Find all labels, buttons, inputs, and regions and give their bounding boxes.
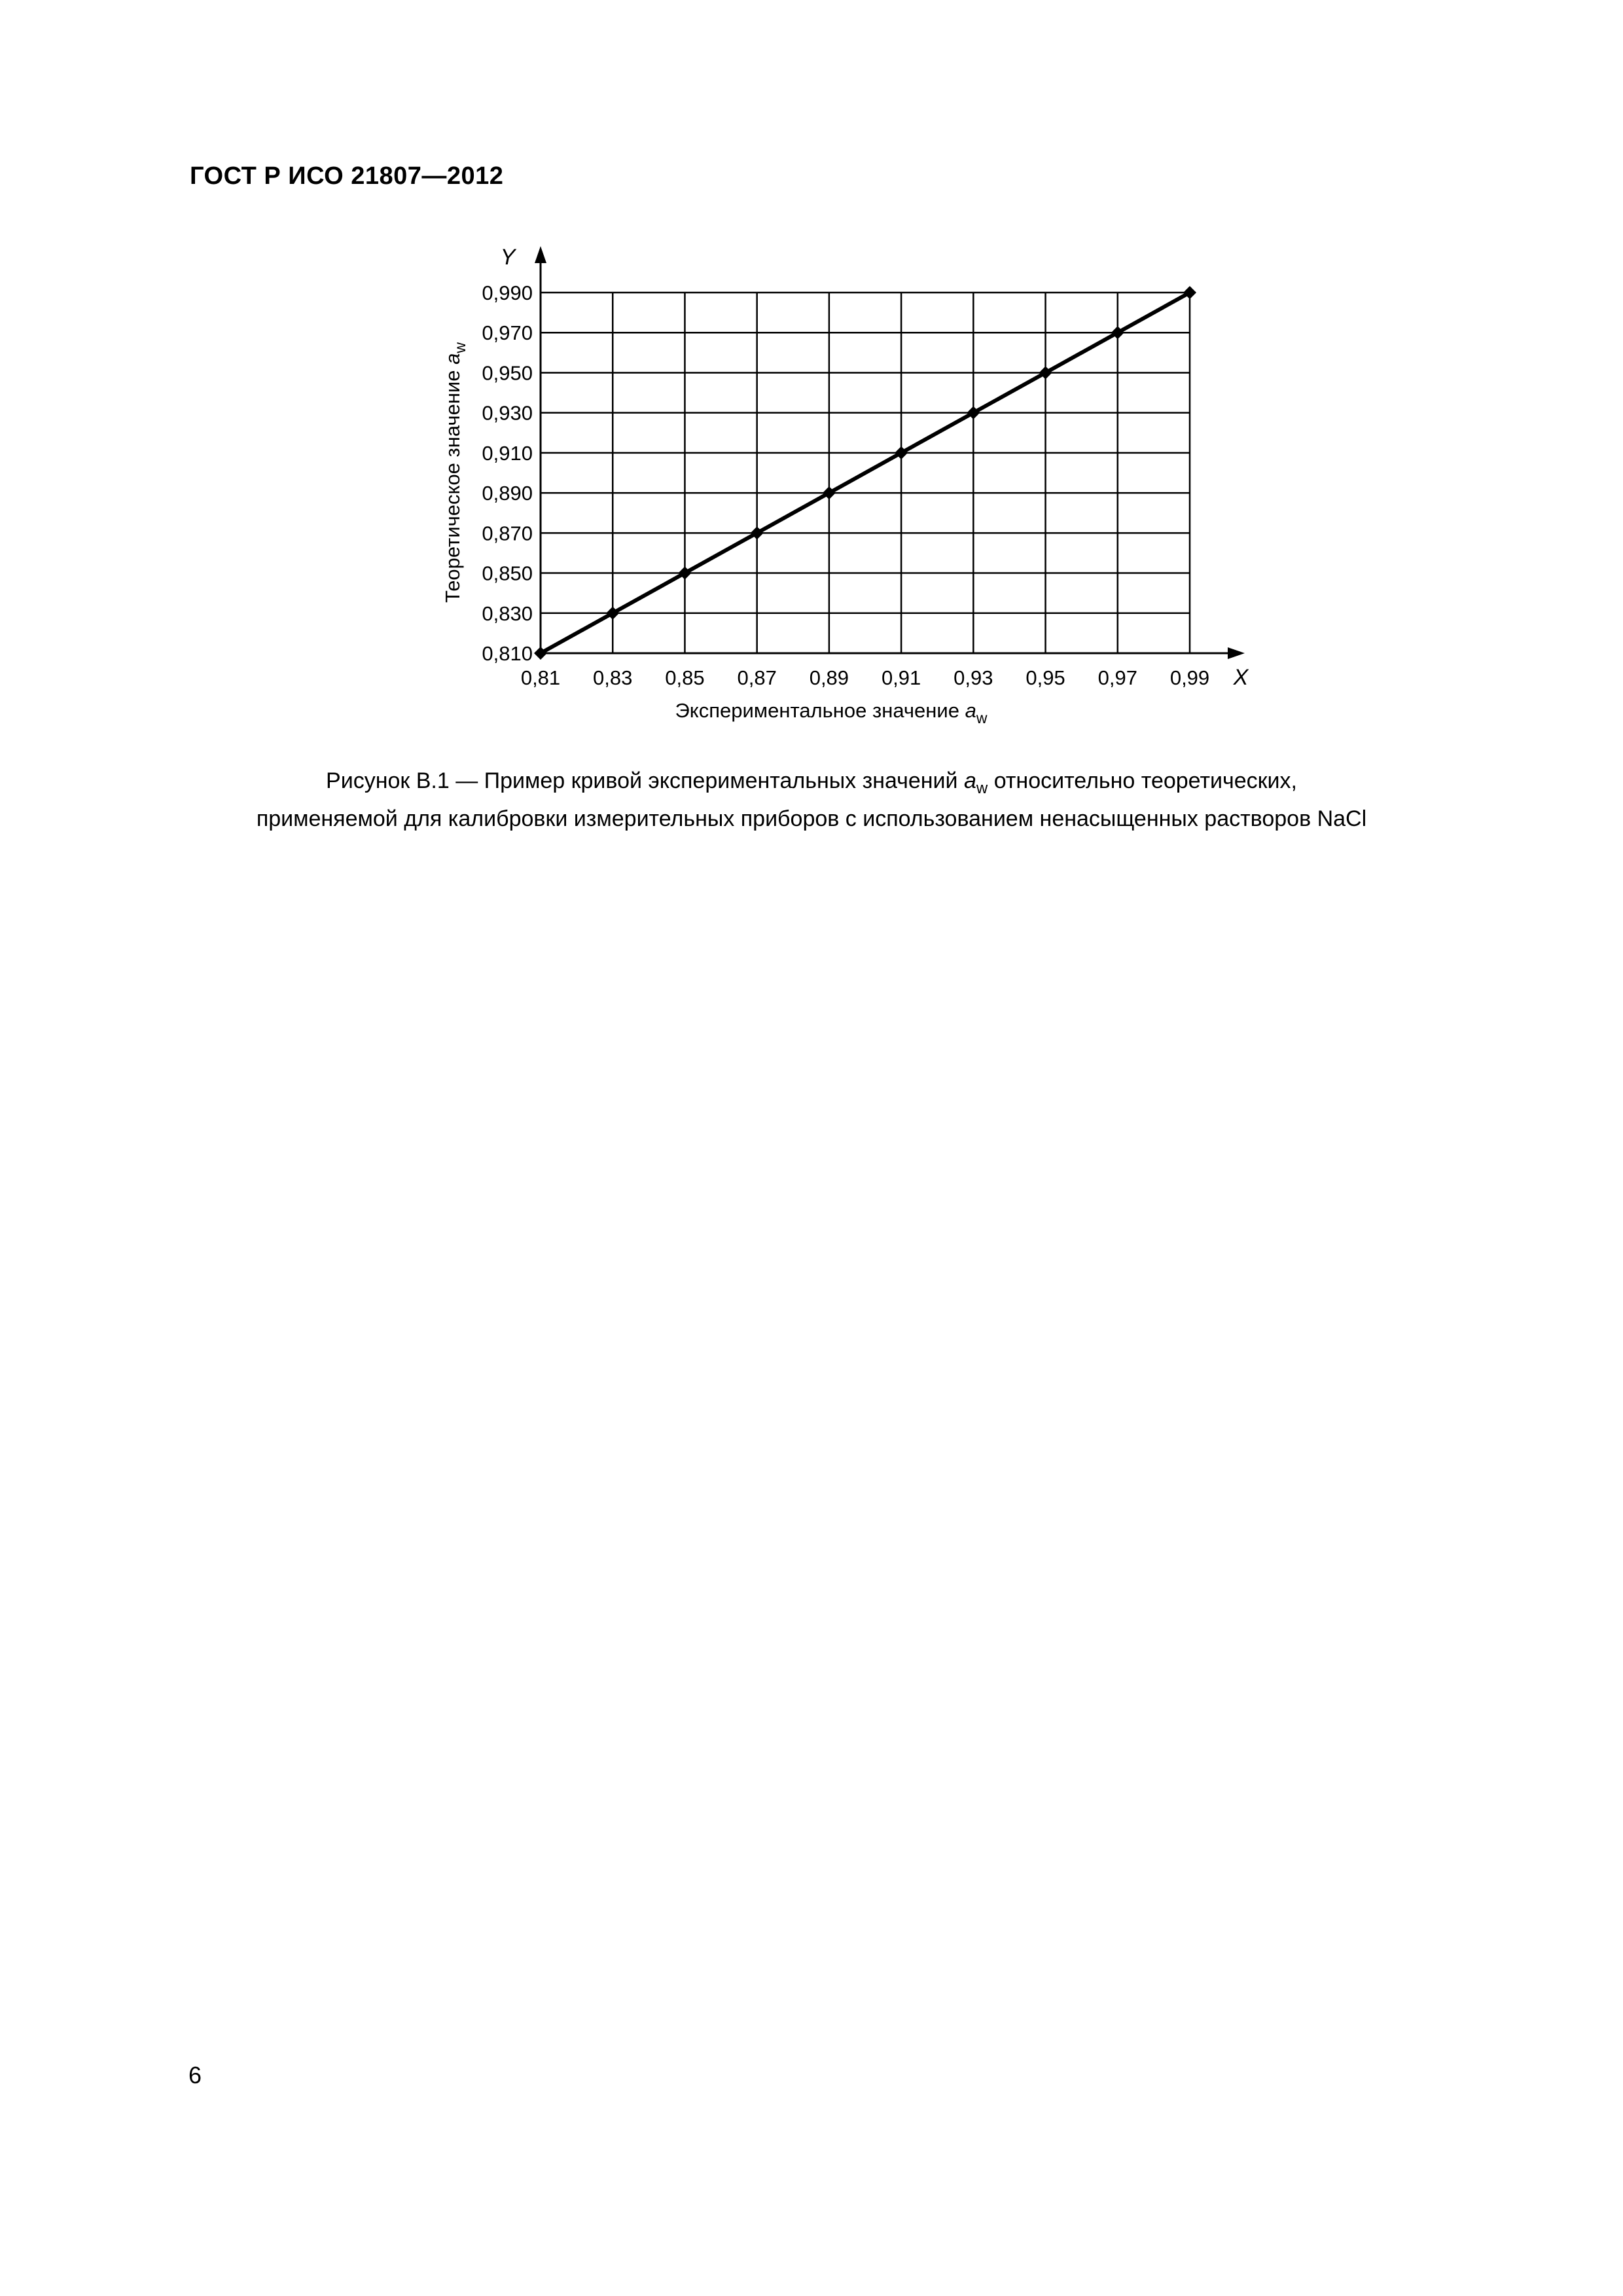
x-axis-letter: X — [1233, 665, 1249, 690]
page-number: 6 — [188, 2062, 202, 2089]
calibration-chart — [0, 0, 1623, 759]
x-tick-label: 0,99 — [1169, 666, 1210, 689]
x-tick-label: 0,93 — [954, 666, 993, 689]
x-tick-label: 0,89 — [809, 666, 849, 689]
chart-series — [534, 286, 1196, 660]
y-tick-label: 0,830 — [482, 601, 533, 625]
y-tick-label: 0,810 — [482, 642, 533, 665]
x-tick-label: 0,81 — [520, 666, 561, 689]
x-tick-label: 0,97 — [1097, 666, 1137, 689]
y-axis-arrow — [535, 246, 546, 263]
y-tick-label: 0,950 — [482, 361, 533, 385]
series-line — [541, 293, 1190, 653]
y-tick-label: 0,970 — [482, 321, 533, 345]
x-tick-label: 0,83 — [593, 666, 633, 689]
caption-line-2: применяемой для калибровки измерительных приборов с использованием ненасыщенных растворов NaCl — [256, 806, 1367, 831]
document-header: ГОСТ Р ИСО 21807—2012 — [190, 162, 504, 190]
x-tick-label: 0,95 — [1026, 666, 1065, 689]
y-tick-label: 0,930 — [482, 401, 533, 425]
x-tick-label: 0,87 — [737, 666, 777, 689]
y-tick-label: 0,890 — [482, 482, 533, 505]
x-axis-label: Экспериментальное значение $a_w$ — [675, 699, 988, 726]
y-axis-label: Теоретическое значение $a_w$ — [441, 342, 469, 603]
x-tick-label: 0,85 — [665, 666, 705, 689]
x-axis-arrow — [1228, 647, 1245, 659]
y-tick-label: 0,870 — [482, 522, 533, 545]
x-tick-label: 0,91 — [881, 666, 921, 689]
y-tick-label: 0,990 — [482, 281, 533, 304]
y-tick-label: 0,850 — [482, 562, 533, 585]
y-tick-label: 0,910 — [482, 441, 533, 465]
caption-line-1: Рисунок В.1 — Пример кривой экспериментальных значений $a_w$ относительно теоретических, — [326, 768, 1297, 797]
figure-caption — [157, 766, 1466, 834]
y-axis-letter: Y — [500, 245, 516, 270]
